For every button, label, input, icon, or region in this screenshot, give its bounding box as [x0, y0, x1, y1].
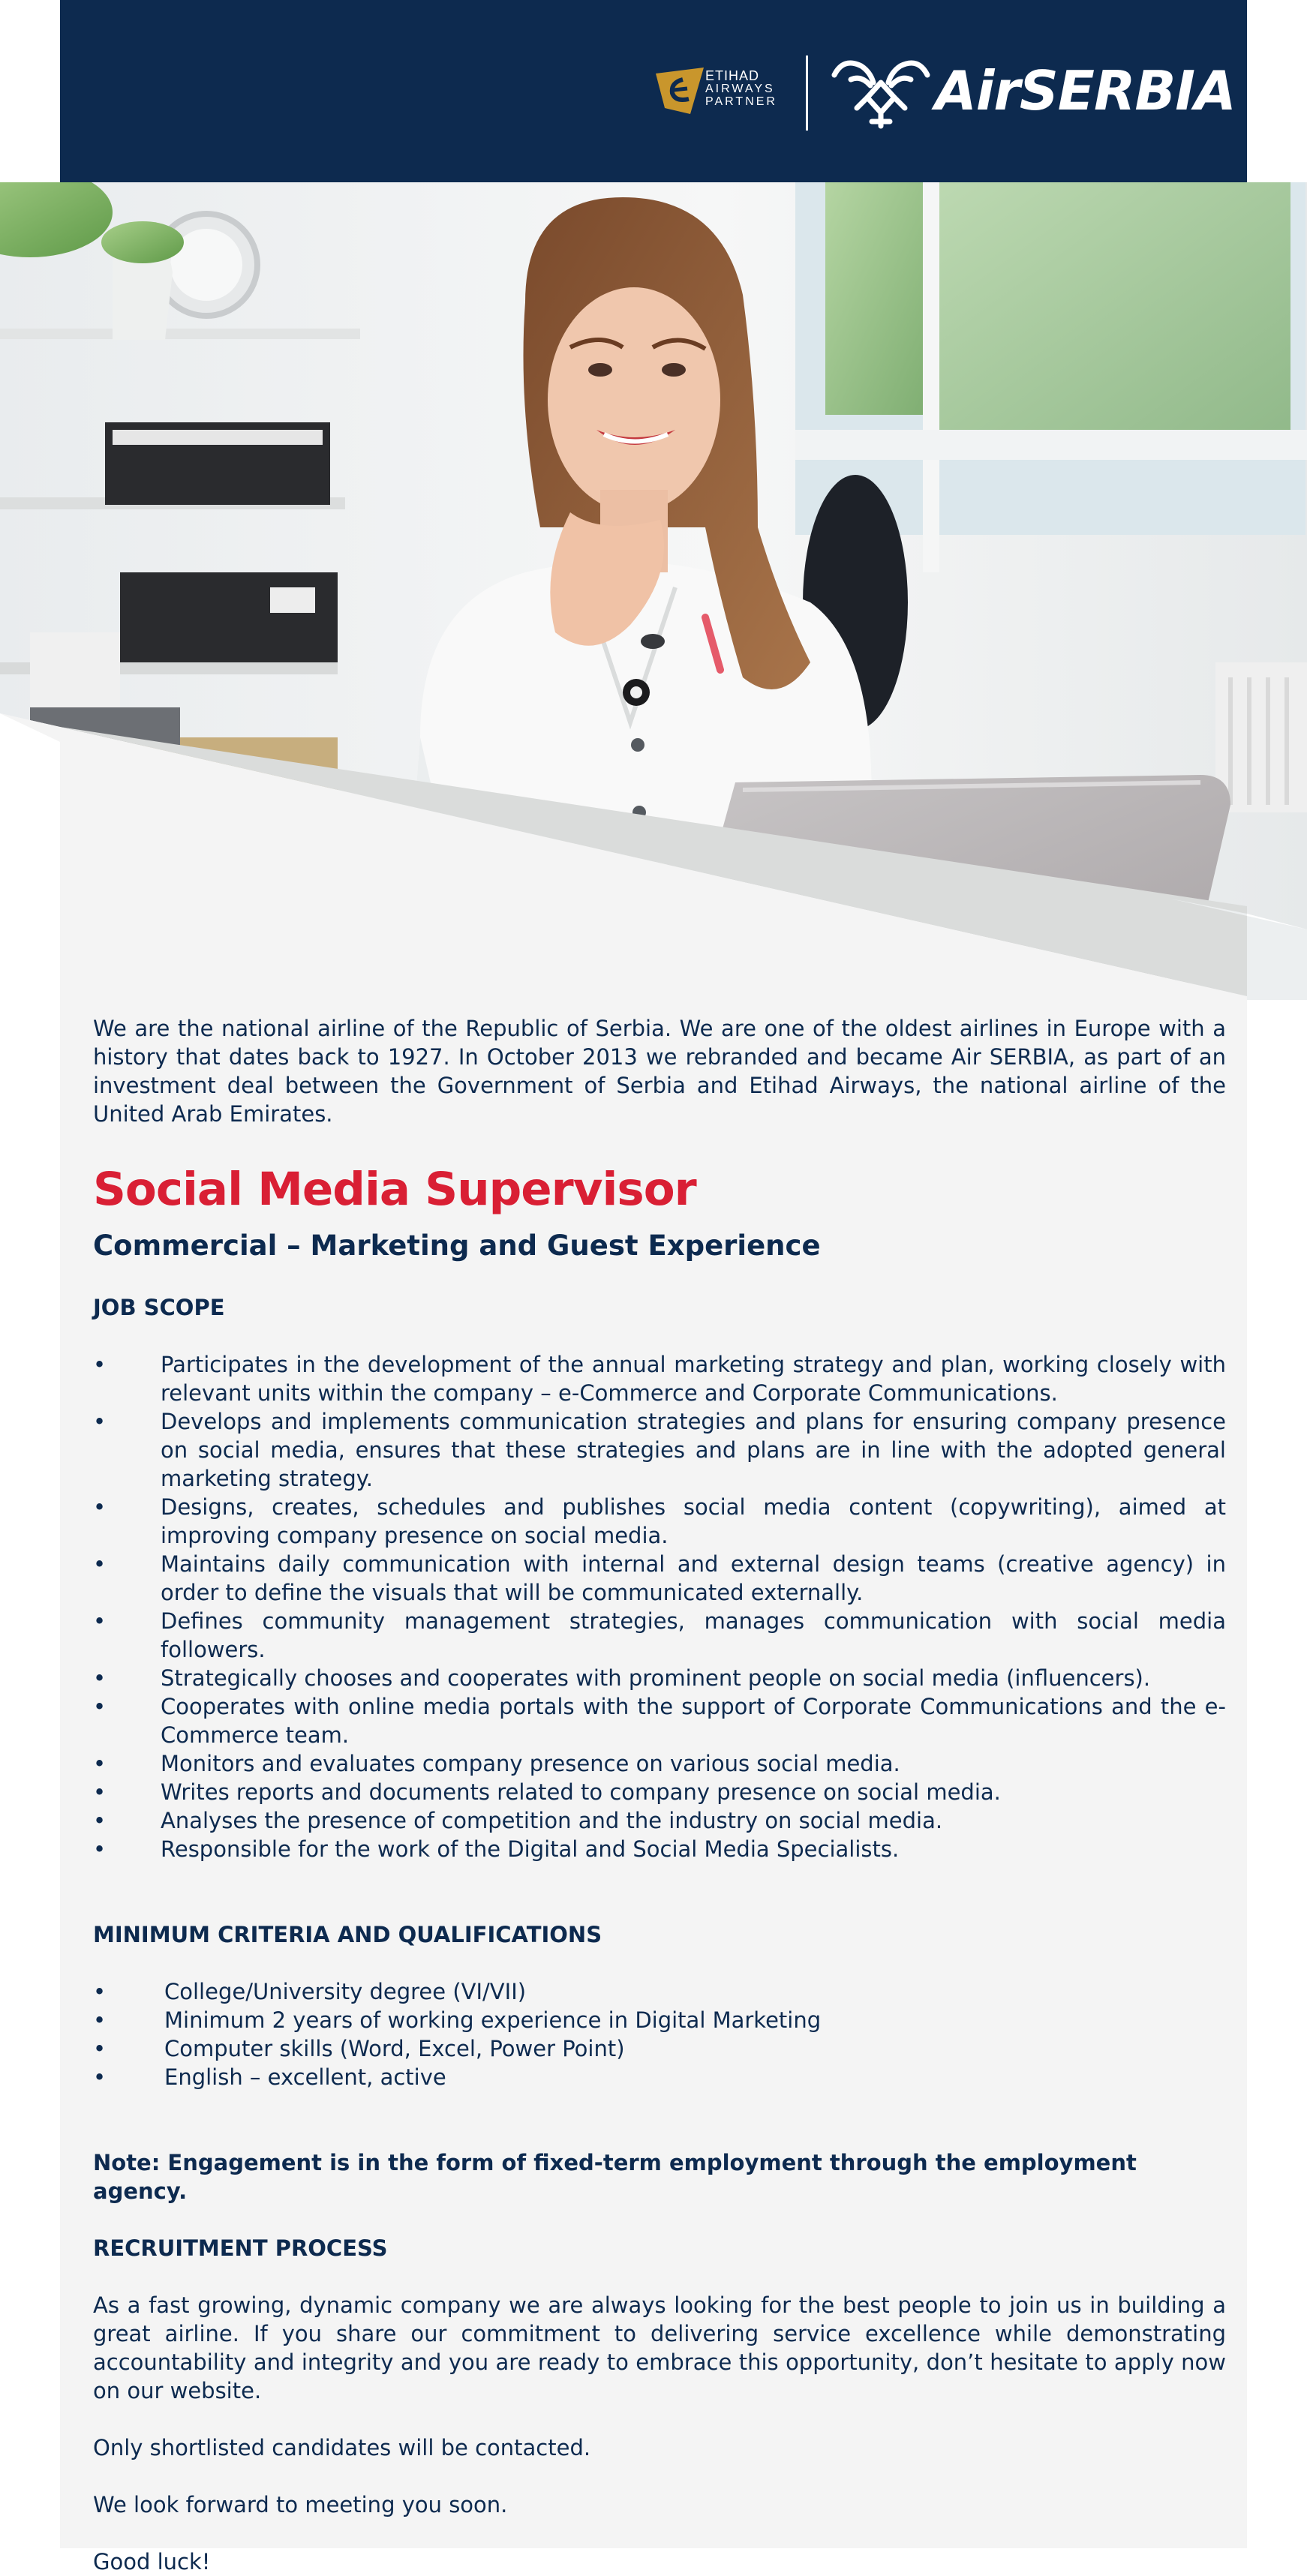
recruitment-paragraph: As a fast growing, dynamic company we are always looking for the best people to join us in building a great airline. If you share our commitment to delivering service excellence while demonstrating accountability and integrity and you are ready to embrace this opportunity, don’t hesitate to apply now on our website.	[93, 2292, 1226, 2403]
criteria-heading: MINIMUM CRITERIA AND QUALIFICATIONS	[93, 1922, 602, 1947]
criteria-list	[93, 1977, 1226, 2091]
job-department: Commercial – Marketing and Guest Experience	[93, 1229, 821, 1262]
list-item-text: Participates in the development of the annual marketing strategy and plan, working closely with relevant units within the company – e-Commerce and Corporate Communications.	[161, 1352, 1226, 1406]
list-item-text: English – excellent, active	[164, 2064, 446, 2090]
bullet-icon: •	[93, 1836, 107, 1862]
list-item	[93, 1977, 1226, 2006]
list-item	[93, 1692, 1226, 1749]
list-item	[93, 2034, 1226, 2063]
bullet-icon: •	[93, 1665, 107, 1691]
list-item-text: Maintains daily communication with internal and external design teams (creative agency) in order to define the visuals that will be communicated externally.	[161, 1551, 1226, 1605]
list-item	[93, 1778, 1226, 1806]
hero-photo	[0, 182, 1307, 1000]
list-item-text: Designs, creates, schedules and publishes social media content (copywriting), aimed at improving company presence on social media.	[161, 1494, 1226, 1548]
list-item-text: Analyses the presence of competition and the industry on social media.	[161, 1808, 943, 1833]
bullet-icon: •	[93, 1352, 107, 1377]
list-item	[93, 1350, 1226, 1407]
bullet-icon: •	[93, 2007, 107, 2033]
list-item-text: Computer skills (Word, Excel, Power Point)	[164, 2036, 625, 2061]
bullet-icon: •	[93, 1808, 107, 1833]
list-item	[93, 1749, 1226, 1778]
bullet-icon: •	[93, 1551, 107, 1577]
bullet-icon: •	[93, 1779, 107, 1805]
bullet-icon: •	[93, 2064, 107, 2090]
list-item	[93, 1835, 1226, 1863]
employment-note: Note: Engagement is in the form of fixed-term employment through the employment agency.	[93, 2150, 1137, 2204]
list-item	[93, 1664, 1226, 1692]
list-item	[93, 1493, 1226, 1550]
airserbia-logo-text: AirSERBIA	[935, 59, 1236, 122]
bullet-icon: •	[93, 1409, 107, 1434]
good-luck-line: Good luck!	[93, 2549, 211, 2574]
job-title: Social Media Supervisor	[93, 1163, 696, 1216]
recruitment-heading: RECRUITMENT PROCESS	[93, 2235, 388, 2261]
bullet-icon: •	[93, 2036, 107, 2061]
list-item	[93, 1607, 1226, 1664]
shortlist-notice: Only shortlisted candidates will be contacted.	[93, 2435, 591, 2460]
partner-line-3: PARTNER	[705, 95, 777, 108]
bullet-icon: •	[93, 1751, 107, 1776]
company-intro: We are the national airline of the Republic of Serbia. We are one of the oldest airlines in Europe with a history that dates back to 1927. In October 2013 we rebranded and became Air SERBIA, as part of an investment deal between the Government of Serbia and Etihad Airways, the national airline of the United Arab Emirates.	[93, 1016, 1226, 1127]
partner-line-1: ETIHAD	[705, 68, 760, 83]
bullet-icon: •	[93, 1494, 107, 1520]
list-item	[93, 1806, 1226, 1835]
closing-line: We look forward to meeting you soon.	[93, 2492, 508, 2517]
list-item	[93, 1407, 1226, 1493]
list-item-text: Minimum 2 years of working experience in Digital Marketing	[164, 2007, 822, 2033]
list-item-text: Develops and implements communication strategies and plans for ensuring company presence on social media, ensures that these strategies and plans are in line with the adopted general marketing strategy.	[161, 1409, 1226, 1491]
list-item-text: College/University degree (VI/VII)	[164, 1979, 527, 2004]
list-item-text: Monitors and evaluates company presence on various social media.	[161, 1751, 900, 1776]
list-item-text: Strategically chooses and cooperates with prominent people on social media (influencers).	[161, 1665, 1151, 1691]
list-item-text: Responsible for the work of the Digital and Social Media Specialists.	[161, 1836, 900, 1862]
job-scope-heading: JOB SCOPE	[93, 1295, 225, 1320]
list-item-text: Writes reports and documents related to company presence on social media.	[161, 1779, 1001, 1805]
job-posting-content	[93, 1014, 1226, 2576]
bullet-icon: •	[93, 1608, 107, 1634]
list-item	[93, 2063, 1226, 2091]
list-item	[93, 1550, 1226, 1607]
airserbia-eagle-icon	[828, 53, 933, 131]
list-item-text: Cooperates with online media portals with the support of Corporate Communications and the e-Commerce team.	[161, 1694, 1226, 1748]
header-divider	[806, 56, 808, 131]
bullet-icon: •	[93, 1979, 107, 2004]
etihad-partner-label	[705, 70, 795, 108]
bullet-icon: •	[93, 1694, 107, 1719]
list-item-text: Defines community management strategies, manages communication with social media followers.	[161, 1608, 1226, 1662]
partner-line-2: AIRWAYS	[705, 83, 775, 95]
job-scope-list	[93, 1350, 1226, 1863]
list-item	[93, 2006, 1226, 2034]
